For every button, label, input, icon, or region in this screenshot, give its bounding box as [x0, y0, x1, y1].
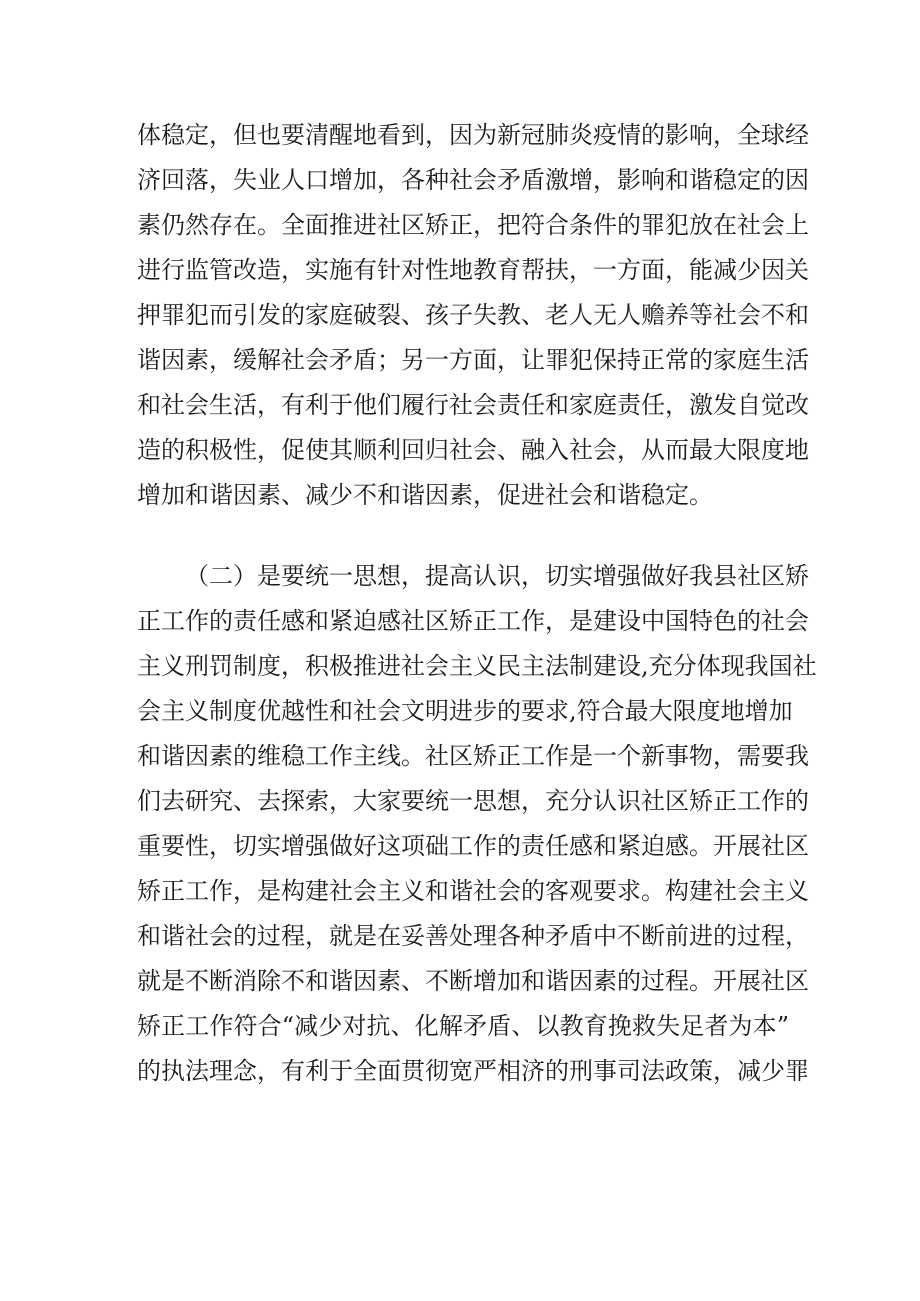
- paragraph-1-line-1: 体稳定，但也要清醒地看到，因为新冠肺炎疫情的影响，全球经: [137, 121, 809, 149]
- paragraph-2-line-7: 重要性，切实增强做好这项础工作的责任感和紧迫感。开展社区: [137, 832, 809, 860]
- paragraph-1-line-6: 谐因素，缓解社会矛盾；另一方面，让罪犯保持正常的家庭生活: [137, 346, 809, 374]
- paragraph-2-line-4: 会主义制度优越性和社会文明进步的要求,符合最大限度地增加: [137, 697, 793, 725]
- paragraph-2-line-11: 矫正工作符合“减少对抗、化解矛盾、以教育挽救失足者为本”: [137, 1012, 789, 1040]
- paragraph-2-line-8: 矫正工作，是构建社会主义和谐社会的客观要求。构建社会主义: [137, 877, 809, 905]
- paragraph-2-line-6: 们去研究、去探索，大家要统一思想，充分认识社区矫正工作的: [137, 787, 809, 815]
- paragraph-1-line-2: 济回落，失业人口增加，各种社会矛盾激增，影响和谐稳定的因: [137, 166, 809, 194]
- paragraph-2-line-3: 主义刑罚制度，积极推进社会主义民主法制建设,充分体现我国社: [137, 652, 817, 680]
- paragraph-2-line-10: 就是不断消除不和谐因素、不断增加和谐因素的过程。开展社区: [137, 967, 809, 995]
- paragraph-2-line-2: 正工作的责任感和紧迫感社区矫正工作，是建设中国特色的社会: [137, 607, 809, 635]
- paragraph-2-line-1: （二）是要统一思想，提高认识，切实增强做好我县社区矫: [185, 562, 809, 590]
- paragraph-2-line-5: 和谐因素的维稳工作主线。社区矫正工作是一个新事物，需要我: [137, 742, 809, 770]
- paragraph-1-line-7: 和社会生活，有利于他们履行社会责任和家庭责任，激发自觉改: [137, 391, 809, 419]
- paragraph-1-line-3: 素仍然存在。全面推进社区矫正，把符合条件的罪犯放在社会上: [137, 211, 809, 239]
- paragraph-2-line-9: 和谐社会的过程，就是在妥善处理各种矛盾中不断前进的过程，: [137, 922, 809, 950]
- paragraph-1-line-4: 进行监管改造，实施有针对性地教育帮扶，一方面，能减少因关: [137, 256, 809, 284]
- paragraph-1-line-5: 押罪犯而引发的家庭破裂、孩子失教、老人无人赡养等社会不和: [137, 301, 809, 329]
- paragraph-2-line-12: 的执法理念，有利于全面贯彻宽严相济的刑事司法政策，减少罪: [137, 1057, 809, 1085]
- paragraph-1-line-8: 造的积极性，促使其顺利回归社会、融入社会，从而最大限度地: [137, 436, 809, 464]
- paragraph-1-line-9: 增加和谐因素、减少不和谐因素，促进社会和谐稳定。: [137, 481, 713, 509]
